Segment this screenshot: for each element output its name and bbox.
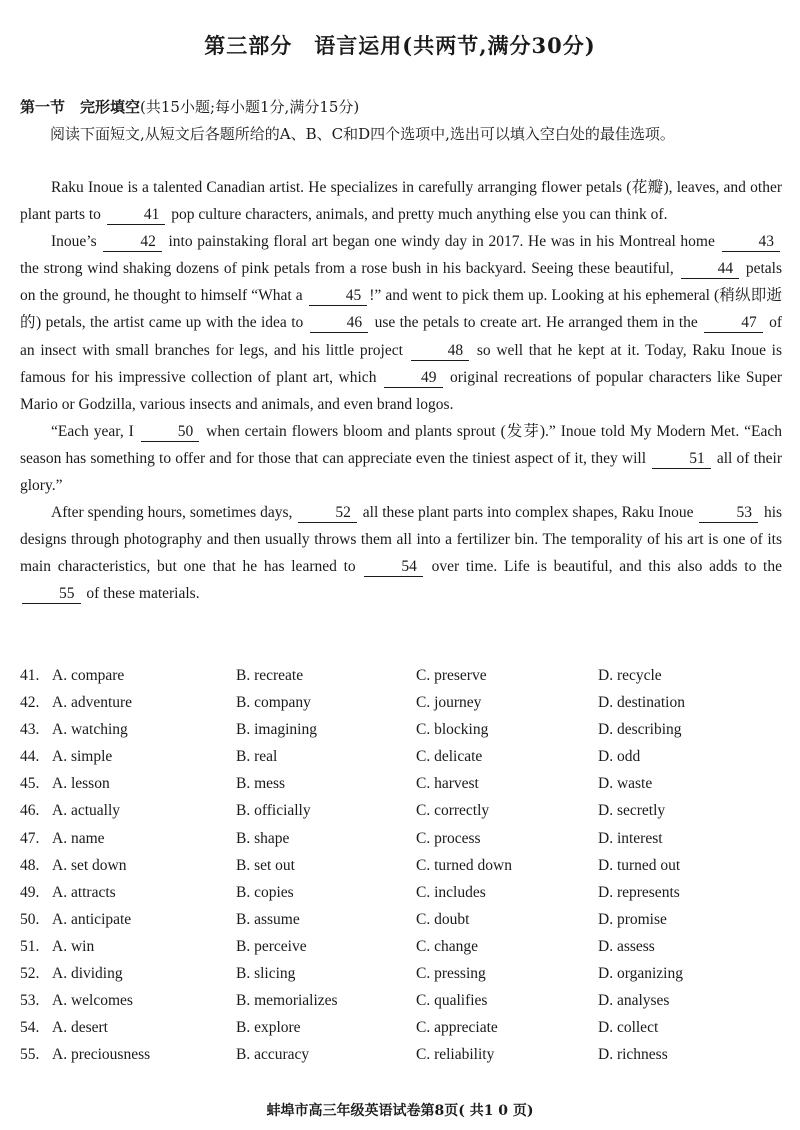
option-c: C. qualifies — [416, 992, 488, 1010]
option-a: A. anticipate — [52, 910, 132, 928]
blank-49: 49 — [384, 369, 443, 388]
part-title: 第三部分 语言运用(共两节,满分30分) — [204, 33, 596, 58]
blank-43: 43 — [722, 233, 781, 252]
paragraph-1 — [20, 174, 782, 228]
blank-42: 42 — [103, 233, 162, 252]
option-row — [20, 906, 780, 933]
option-c: C. process — [416, 829, 481, 847]
option-c: C. harvest — [416, 775, 479, 793]
option-row — [20, 797, 780, 824]
option-d: D. assess — [598, 937, 655, 955]
question-number: 45. — [20, 775, 40, 793]
option-c: C. reliability — [416, 1046, 495, 1064]
option-a: A. welcomes — [52, 992, 133, 1010]
passage-text: over time. Life is beautiful, and this also adds to the — [431, 558, 782, 576]
option-c: C. includes — [416, 883, 486, 901]
option-d: D. turned out — [598, 856, 681, 874]
option-a: A. lesson — [52, 775, 110, 793]
option-a: A. adventure — [52, 694, 133, 712]
option-a: A. name — [52, 829, 105, 847]
option-row — [20, 960, 780, 987]
option-d: D. represents — [598, 883, 680, 901]
option-b: B. copies — [236, 883, 294, 901]
option-d: D. collect — [598, 1019, 659, 1037]
blank-48: 48 — [411, 342, 470, 361]
option-d: D. recycle — [598, 667, 662, 684]
option-row — [20, 825, 780, 852]
option-d: D. organizing — [598, 965, 683, 983]
option-b: B. mess — [236, 775, 286, 793]
passage-text: when certain flowers bloom and plants sprout (发芽).” Inoue told My Modern Met. “Each season has something to offer and for those that can appreciate even the tiniest aspect of it, they will — [20, 422, 783, 467]
option-c: C. preserve — [416, 667, 487, 684]
option-b: B. accuracy — [236, 1046, 310, 1064]
option-row — [20, 852, 780, 879]
option-a: A. simple — [52, 748, 113, 766]
section-detail: (共15小题;每小题1分,满分15分) — [140, 98, 360, 116]
option-b: B. imagining — [236, 721, 317, 739]
option-b: B. shape — [236, 829, 290, 847]
option-d: D. waste — [598, 775, 653, 793]
section-heading — [20, 96, 359, 117]
option-c: C. doubt — [416, 910, 470, 928]
option-a: A. set down — [52, 856, 127, 874]
passage-text: the strong wind shaking dozens of pink petals from a rose bush in his backyard. Seeing these beautiful, — [20, 260, 674, 278]
option-b: B. memorializes — [236, 992, 338, 1010]
option-c: C. blocking — [416, 721, 489, 739]
option-c: C. correctly — [416, 802, 490, 820]
option-d: D. richness — [598, 1046, 668, 1064]
option-b: B. recreate — [236, 667, 304, 684]
option-row — [20, 1041, 780, 1068]
option-row — [20, 933, 780, 960]
option-row — [20, 987, 780, 1014]
question-number: 54. — [20, 1019, 40, 1037]
option-a: A. dividing — [52, 965, 123, 983]
option-row — [20, 1014, 780, 1041]
option-d: D. destination — [598, 694, 685, 712]
question-number: 53. — [20, 992, 40, 1010]
option-b: B. real — [236, 748, 278, 766]
question-number: 51. — [20, 937, 40, 955]
blank-54: 54 — [364, 558, 423, 577]
passage-text: “Each year, I — [51, 422, 134, 440]
instructions: 阅读下面短文,从短文后各题所给的A、B、C和D四个选项中,选出可以填入空白处的最佳选项。 — [50, 125, 675, 143]
passage-text: all these plant parts into complex shapes, Raku Inoue — [362, 504, 694, 522]
question-number: 47. — [20, 829, 40, 847]
question-number: 46. — [20, 802, 40, 820]
passage-text: Inoue’s — [51, 233, 97, 251]
option-row — [20, 716, 780, 743]
option-b: B. slicing — [236, 965, 296, 983]
option-d: D. secretly — [598, 802, 666, 820]
option-row — [20, 879, 780, 906]
question-number: 41. — [20, 667, 40, 684]
option-row — [20, 662, 780, 689]
page-footer: 蚌埠市高三年级英语试卷第8页( 共1 0 页) — [266, 1103, 534, 1119]
option-row — [20, 770, 780, 797]
option-d: D. describing — [598, 721, 682, 739]
blank-44: 44 — [681, 260, 740, 279]
blank-47: 47 — [704, 314, 763, 333]
option-c: C. turned down — [416, 856, 513, 874]
option-a: A. watching — [52, 721, 128, 739]
option-b: B. company — [236, 694, 311, 712]
option-b: B. perceive — [236, 937, 307, 955]
passage-text: of an insect with small branches for legs, and his little project — [20, 314, 783, 359]
option-a: A. compare — [52, 667, 125, 684]
option-c: C. change — [416, 937, 478, 955]
passage-text: of these materials. — [86, 585, 200, 603]
passage-text: original recreations of popular characters like Super Mario or Godzilla, various insects and animals, and even brand logos. — [20, 368, 782, 413]
blank-45: 45 — [309, 287, 368, 306]
paragraph-4 — [20, 499, 782, 607]
answer-options — [20, 662, 780, 1068]
blank-55: 55 — [22, 585, 81, 604]
blank-41: 41 — [107, 206, 166, 225]
option-c: C. appreciate — [416, 1019, 498, 1037]
option-d: D. promise — [598, 910, 667, 928]
blank-50: 50 — [141, 423, 200, 442]
passage-text: all of their glory.” — [20, 449, 783, 495]
question-number: 48. — [20, 856, 40, 874]
option-d: D. interest — [598, 829, 663, 847]
passage-text: After spending hours, sometimes days, — [51, 504, 293, 522]
question-number: 49. — [20, 883, 40, 901]
option-row — [20, 689, 780, 716]
passage-text: use the petals to create art. He arranged them in the — [374, 314, 698, 332]
question-number: 50. — [20, 910, 40, 928]
passage-text: petals on the ground, he thought to himself “What a — [20, 260, 782, 305]
option-b: B. set out — [236, 856, 295, 874]
question-number: 55. — [20, 1046, 40, 1064]
question-number: 43. — [20, 721, 40, 739]
option-a: A. win — [52, 937, 95, 955]
option-d: D. odd — [598, 748, 641, 766]
option-d: D. analyses — [598, 992, 670, 1010]
passage-text: pop culture characters, animals, and pretty much anything else you can think of. — [171, 206, 668, 224]
blank-53: 53 — [699, 504, 758, 523]
option-a: A. desert — [52, 1019, 108, 1037]
option-c: C. journey — [416, 694, 482, 712]
passage-text: his designs through photography and then usually throws them all into a fertilizer bin. The temporality of his art is one of its main characteristics, but one that he has learned to — [20, 504, 783, 576]
option-c: C. pressing — [416, 965, 486, 983]
option-b: B. explore — [236, 1019, 301, 1037]
option-row — [20, 743, 780, 770]
blank-52: 52 — [298, 504, 357, 523]
section-label: 第一节 完形填空 — [20, 98, 141, 116]
passage-text: into painstaking floral art began one windy day in 2017. He was in his Montreal home — [168, 233, 715, 251]
option-b: B. assume — [236, 910, 300, 928]
passage-text: so well that he kept at it. Today, Raku Inoue is famous for his impressive collection of plant art, which — [20, 341, 783, 386]
option-a: A. preciousness — [52, 1046, 151, 1064]
option-c: C. delicate — [416, 748, 483, 766]
cloze-passage — [20, 174, 782, 608]
passage-text: !” and went to pick them up. Looking at his ephemeral (稍纵即逝的) petals, the artist came up with the idea to — [20, 287, 782, 332]
blank-46: 46 — [310, 314, 369, 333]
blank-51: 51 — [652, 450, 711, 469]
option-a: A. actually — [52, 802, 121, 820]
option-b: B. officially — [236, 802, 311, 820]
question-number: 52. — [20, 965, 40, 983]
option-a: A. attracts — [52, 883, 116, 901]
passage-text: Raku Inoue is a talented Canadian artist. He specializes in carefully arranging flower petals (花瓣), leaves, and other plant parts to — [20, 179, 782, 224]
paragraph-2 — [20, 228, 782, 418]
question-number: 42. — [20, 694, 40, 712]
paragraph-3 — [20, 418, 782, 499]
question-number: 44. — [20, 748, 40, 766]
